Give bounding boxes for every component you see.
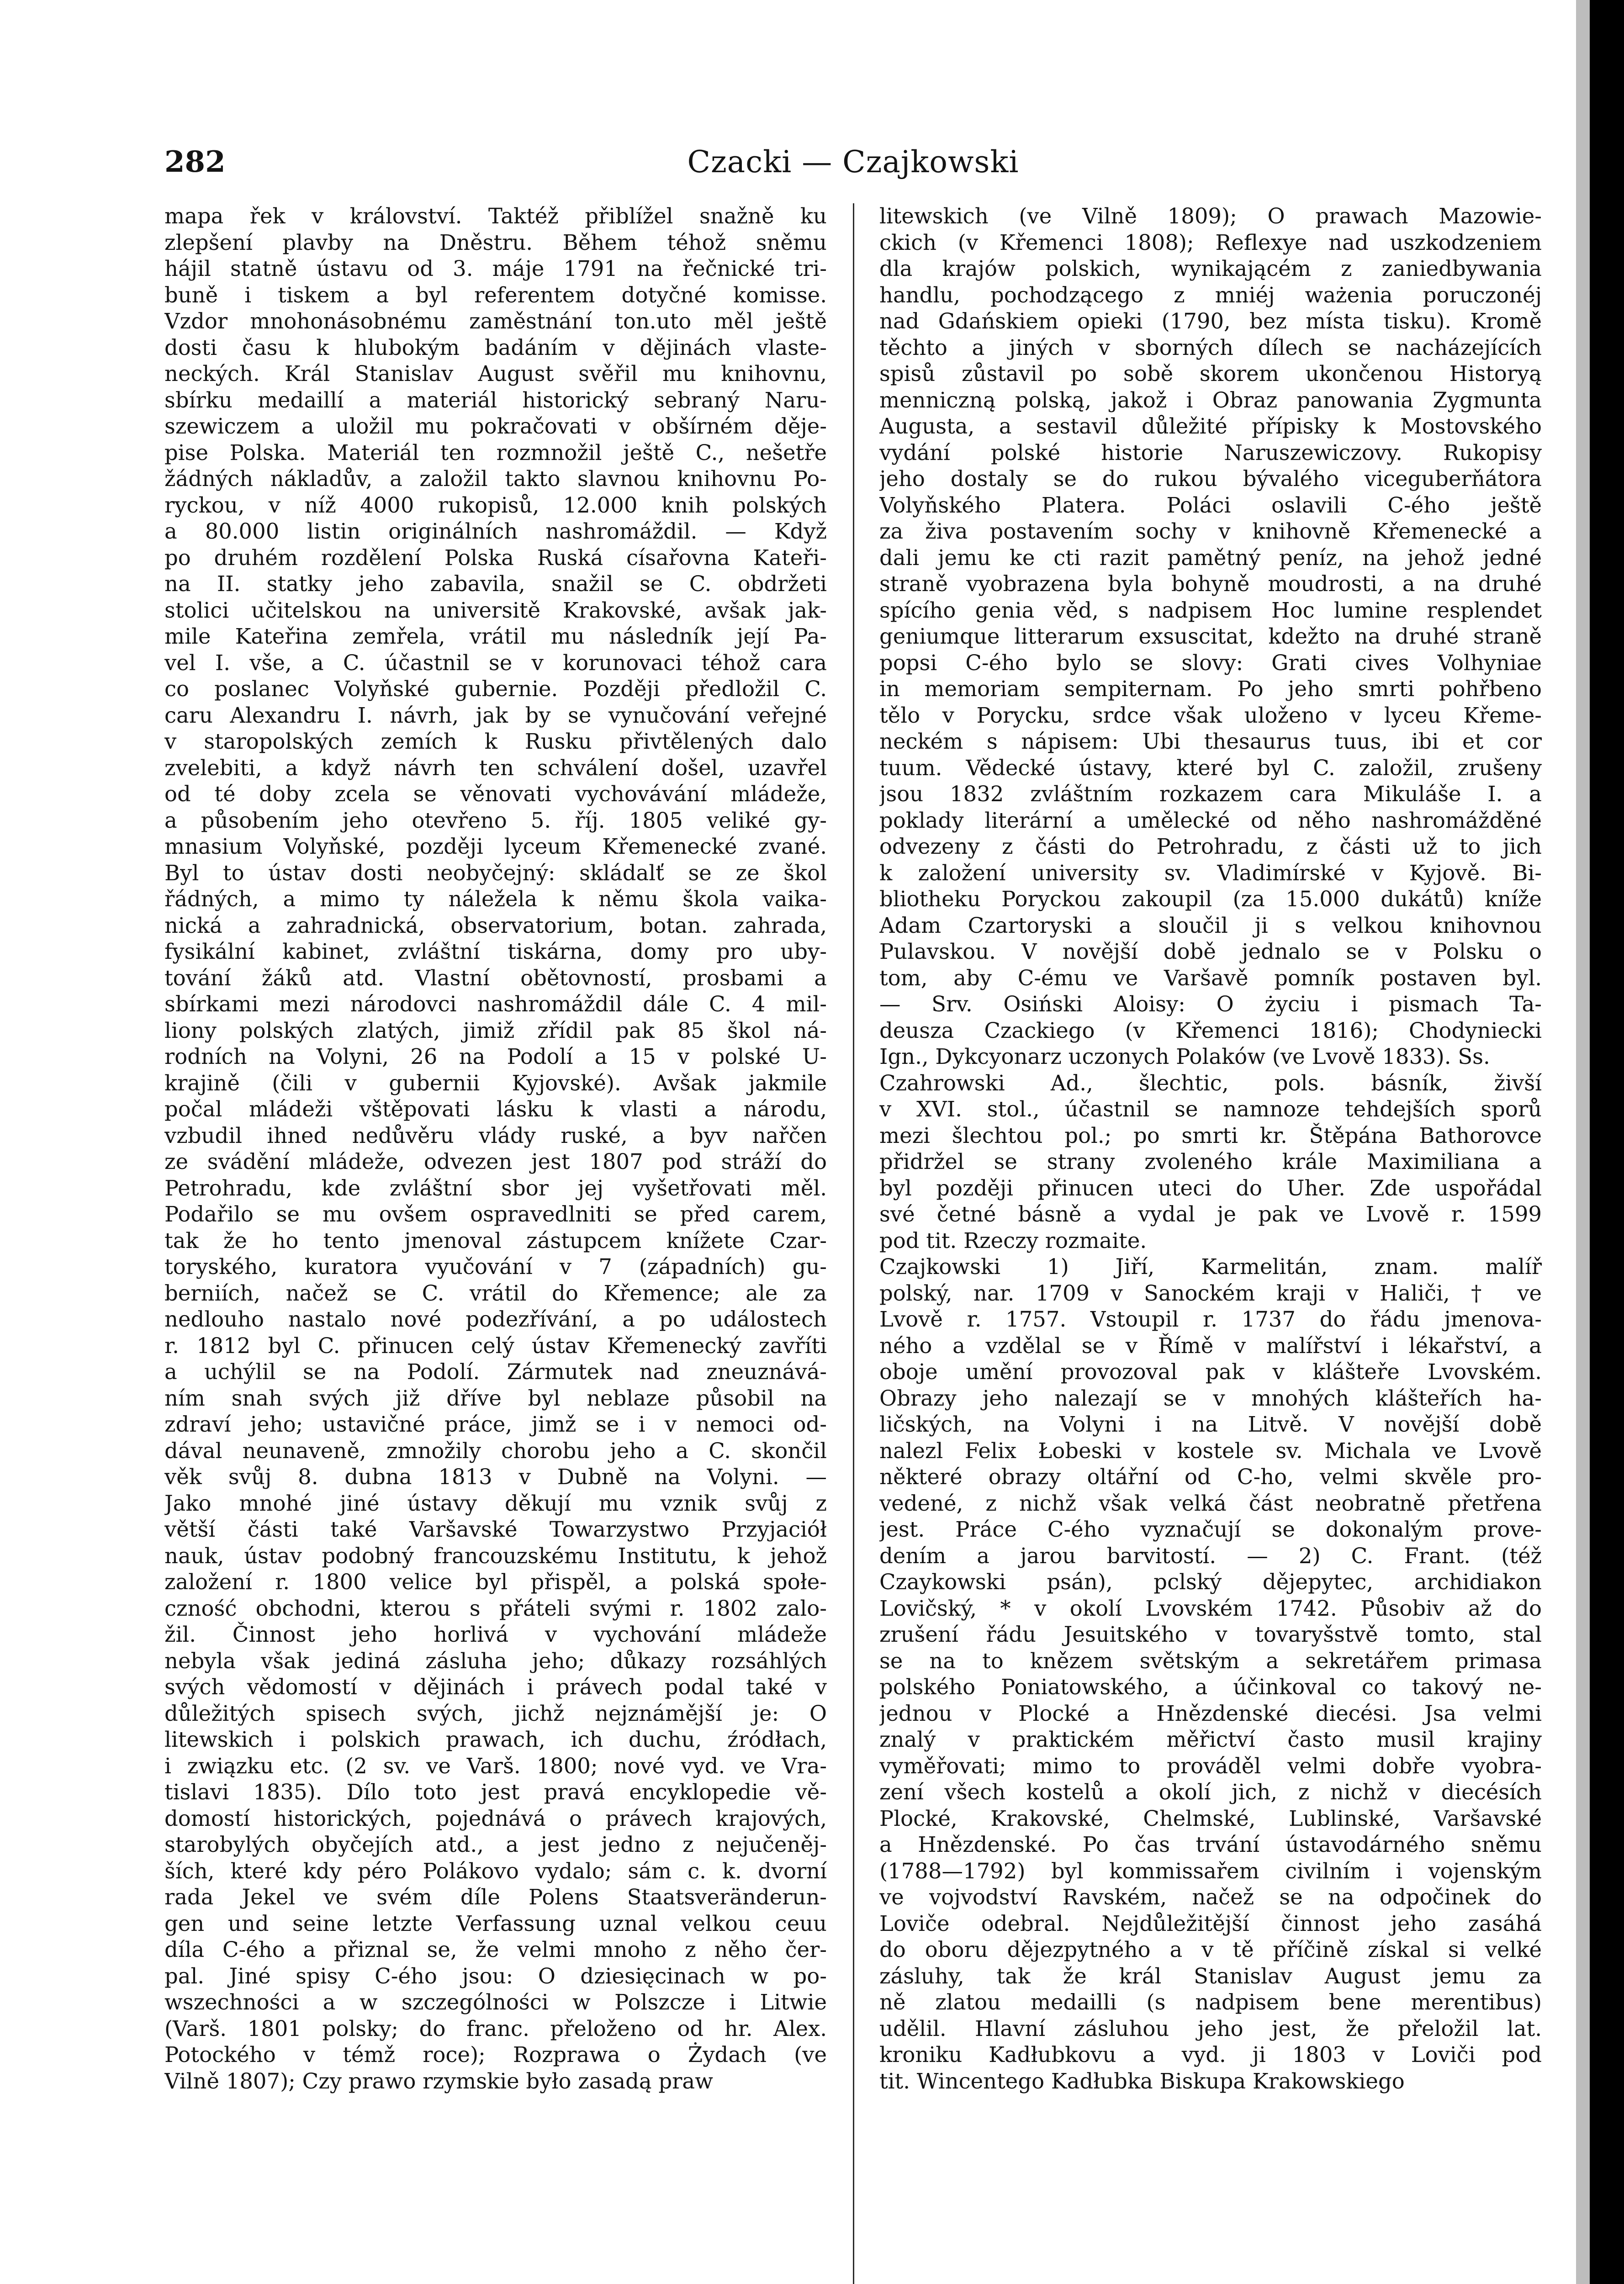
text-line: litewskich (ve Vilně 1809); O prawach Mazowie- bbox=[879, 204, 1542, 228]
entry-start-line: Czajkowski 1) Jiří, Karmelitán, znam. malíř bbox=[879, 1254, 1542, 1279]
text-line: od té doby zcela se věnovati vychovávání mládeže, bbox=[164, 782, 827, 806]
text-line: počal mládeži vštěpovati lásku k vlasti a národu, bbox=[164, 1097, 827, 1121]
text-line: ryckou, v níž 4000 rukopisů, 12.000 knih polských bbox=[164, 492, 827, 518]
text-line: neckém s nápisem: Ubi thesaurus tuus, ibi et cor bbox=[879, 729, 1542, 754]
text-line: bliotheku Poryckou zakoupil (za 15.000 dukátů) kníže bbox=[879, 887, 1542, 911]
text-line: žil. Činnost jeho horlivá v vychování mládeže bbox=[164, 1622, 827, 1647]
text-line: svých vědomostí v dějinách i právech podal také v bbox=[164, 1675, 827, 1699]
text-line: některé obrazy oltářní od C-ho, velmi skvěle pro- bbox=[879, 1465, 1542, 1489]
text-line: mezi šlechtou pol.; po smrti kr. Štěpána Bathorovce bbox=[879, 1123, 1542, 1148]
text-line: mapa řek v království. Taktéž přiblížel snažně ku bbox=[164, 204, 827, 228]
text-line: za živa postavením sochy v knihovně Křemenecké a bbox=[879, 519, 1542, 544]
text-line: i związku etc. (2 sv. ve Varš. 1800; nové vyd. ve Vra- bbox=[164, 1753, 827, 1778]
text-line: nebyla však jediná zásluha jeho; důkazy rozsáhlých bbox=[164, 1648, 827, 1673]
text-line: Plocké, Krakovské, Chelmské, Lublinské, Varšavské bbox=[879, 1806, 1542, 1831]
text-line: (Varš. 1801 polsky; do franc. přeloženo od hr. Alex. bbox=[164, 2016, 827, 2041]
text-line: spícího genia věd, s nadpisem Hoc lumine resplendet bbox=[879, 597, 1542, 623]
text-line: stolici učitelskou na universitě Krakovské, avšak jak- bbox=[164, 597, 827, 623]
text-line: wszechności a w szczególności w Polszcze i Litwie bbox=[164, 1990, 827, 2014]
text-line: straně vyobrazena byla bohyně moudrosti, a na druhé bbox=[879, 571, 1542, 596]
text-line: szewiczem a uložil mu pokračovati v obšírném děje- bbox=[164, 414, 827, 439]
text-line: zrušení řádu Jesuitského v tovaryšstvě tomto, stal bbox=[879, 1622, 1542, 1647]
text-line: menniczną polską, jakož i Obraz panowania Zygmunta bbox=[879, 387, 1542, 412]
text-line: nedlouho nastalo nové podezřívání, a po událostech bbox=[164, 1307, 827, 1332]
text-line: tom, aby C-ému ve Varšavě pomník postaven byl. bbox=[879, 965, 1542, 990]
text-line: ckich (v Křemenci 1808); Reflexye nad uszkodzeniem bbox=[879, 230, 1542, 255]
text-line: domostí historických, pojednává o právech krajových, bbox=[164, 1806, 827, 1831]
text-line: mnasium Volyňské, později lyceum Křemenecké zvané. bbox=[164, 834, 827, 859]
text-line: Jako mnohé jiné ústavy děkují mu vznik svůj z bbox=[164, 1491, 827, 1516]
text-line: Ign., Dykcyonarz uczonych Polaków (ve Lvově 1833). Ss. bbox=[879, 1044, 1490, 1069]
text-line: a Hnězdenské. Po čas trvání ústavodárného sněmu bbox=[879, 1832, 1542, 1857]
text-line: v XVI. stol., účastnil se namnoze tehdejších sporů bbox=[879, 1097, 1542, 1121]
text-line: věk svůj 8. dubna 1813 v Dubně na Volyni. — bbox=[164, 1465, 827, 1489]
text-line: Loviče odebral. Nejdůležitější činnost jeho zasáhá bbox=[879, 1911, 1542, 1936]
text-line: ním snah svých již dříve byl neblaze působil na bbox=[164, 1385, 827, 1411]
text-line: dali jemu ke cti razit pamětný peníz, na jehož jedné bbox=[879, 545, 1542, 570]
text-line: vydání polské historie Naruszewiczovy. Rukopisy bbox=[879, 440, 1542, 465]
text-line: Lovičský, * v okolí Lvovském 1742. Působiv až do bbox=[879, 1596, 1542, 1621]
text-line: tislavi 1835). Dílo toto jest pravá encyklopedie vě- bbox=[164, 1780, 827, 1804]
text-line: Byl to ústav dosti neobyčejný: skládalť se ze škol bbox=[164, 860, 827, 885]
text-line: v staropolských zemích k Rusku přivtělených dalo bbox=[164, 729, 827, 754]
text-line: ličských, na Volyni i na Litvě. V novější době bbox=[879, 1412, 1542, 1437]
text-line: polský, nar. 1709 v Sanockém kraji v Haliči, † ve bbox=[879, 1280, 1542, 1306]
text-line: založení r. 1800 velice byl přispěl, a polská społe- bbox=[164, 1570, 827, 1594]
text-line: starobylých obyčejích atd., a jest jedno z nejučeněj- bbox=[164, 1832, 827, 1857]
text-line: zvelebiti, a když návrh ten schválení došel, uzavřel bbox=[164, 755, 827, 780]
text-columns bbox=[164, 203, 1542, 2284]
text-line: neckých. Král Stanislav August svěřil mu knihovnu, bbox=[164, 361, 827, 386]
text-line: odvezeny z části do Petrohradu, z části už to jich bbox=[879, 834, 1542, 859]
page-header bbox=[164, 144, 1542, 203]
text-line: jeho dostaly se do rukou bývalého viceguberňátora bbox=[879, 466, 1542, 491]
text-line: fysikální kabinet, zvláštní tiskárna, domy pro uby- bbox=[164, 939, 827, 964]
text-line: Vzdor mnohonásobnému zaměstnání ton.uto měl ještě bbox=[164, 309, 827, 333]
text-line: liony polských zlatých, jimiž zřídil pak 85 škol ná- bbox=[164, 1018, 827, 1043]
text-line: dával neunaveně, zmnožily chorobu jeho a C. skončil bbox=[164, 1438, 827, 1463]
text-line: po druhém rozdělení Polska Ruská císařovna Kateři- bbox=[164, 545, 827, 570]
text-line: větší části také Varšavské Towarzystwo Przyjaciół bbox=[164, 1517, 827, 1542]
text-line: hájil statně ústavu od 3. máje 1791 na řečnické tri- bbox=[164, 256, 827, 281]
text-line: geniumque litterarum exsuscitat, kdežto na druhé straně bbox=[879, 624, 1542, 649]
text-line: mile Kateřina zemřela, vrátil mu následník její Pa- bbox=[164, 624, 827, 649]
text-line: rodních na Volyni, 26 na Podolí a 15 v polské U- bbox=[164, 1044, 827, 1069]
text-line: co poslanec Volyňské gubernie. Později předložil C. bbox=[164, 677, 827, 701]
text-line: nauk, ústav podobný francouzskému Institutu, k jehož bbox=[164, 1543, 827, 1568]
text-line: tak že ho tento jmenoval zástupcem knížete Czar- bbox=[164, 1228, 827, 1253]
text-line: vel I. vše, a C. účastnil se v korunovaci téhož cara bbox=[164, 650, 827, 675]
text-line: handlu, pochodzącego z mniéj ważenia poruczonéj bbox=[879, 282, 1542, 307]
text-line: caru Alexandru I. návrh, jak by se vynučování veřejné bbox=[164, 703, 827, 728]
text-line: rada Jekel ve svém díle Polens Staatsveränderun- bbox=[164, 1885, 827, 1909]
text-line: Augusta, a sestavil důležité přípisky k Mostovského bbox=[879, 414, 1542, 439]
text-line: do oboru dějezpytného a v tě příčině získal si velké bbox=[879, 1937, 1542, 1962]
entry-start-line: Czahrowski Ad., šlechtic, pols. básník, živší bbox=[879, 1070, 1542, 1095]
text-line: jest. Práce C-ého vyznačují se dokonalým prove- bbox=[879, 1517, 1542, 1542]
text-line: sbírku medaillí a materiál historický sebraný Naru- bbox=[164, 387, 827, 412]
text-line: zásluhy, tak že král Stanislav August jemu za bbox=[879, 1963, 1542, 1988]
scan-border bbox=[1576, 0, 1624, 2284]
text-line: sbírkami mezi národovci nashromáždil dále C. 4 mil- bbox=[164, 992, 827, 1016]
text-line: ného a vzdělal se v Římě v malířství i lékařství, a bbox=[879, 1333, 1542, 1358]
text-line: tování žáků atd. Vlastní obětovností, prosbami a bbox=[164, 965, 827, 990]
text-line: Lvově r. 1757. Vstoupil r. 1737 do řádu jmenova- bbox=[879, 1307, 1542, 1332]
text-line: ve vojvodství Ravském, načež se na odpočinek do bbox=[879, 1885, 1542, 1909]
text-line: tělo v Porycku, srdce však uloženo v lyceu Křeme- bbox=[879, 703, 1542, 728]
text-line: vyměřovati; mimo to prováděl velmi dobře vyobra- bbox=[879, 1753, 1542, 1778]
text-line: r. 1812 byl C. přinucen celý ústav Křemenecký zavříti bbox=[164, 1333, 827, 1358]
text-line: a uchýlil se na Podolí. Zármutek nad zneuznává- bbox=[164, 1359, 827, 1384]
text-line: Adam Czartoryski a sloučil ji s velkou knihovnou bbox=[879, 913, 1542, 938]
right-column bbox=[879, 203, 1542, 2284]
text-line: popsi C-ého bylo se slovy: Grati cives Volhyniae bbox=[879, 650, 1542, 675]
text-line: (1788—1792) byl kommissařem civilním i vojenským bbox=[879, 1858, 1542, 1883]
text-line: přidržel se strany zvoleného krále Maximiliana a bbox=[879, 1149, 1542, 1174]
text-line: dla krajów polskich, wynikającém z zaniedbywania bbox=[879, 256, 1542, 281]
text-line: buně i tiskem a byl referentem dotyčné komisse. bbox=[164, 282, 827, 307]
running-head: Czacki — Czajkowski bbox=[687, 144, 1019, 180]
text-line: a působením jeho otevřeno 5. říj. 1805 veliké gy- bbox=[164, 808, 827, 833]
text-line: Obrazy jeho nalezají se v mnohých klášteřích ha- bbox=[879, 1385, 1542, 1411]
text-line: czność obchodni, kterou s přáteli svými r. 1802 zalo- bbox=[164, 1596, 827, 1621]
text-line: ze svádění mládeže, odvezen jest 1807 pod stráží do bbox=[164, 1149, 827, 1174]
text-line: udělil. Hlavní zásluhou jeho jest, že přeložil lat. bbox=[879, 2016, 1542, 2041]
text-line: Petrohradu, kde zvláštní sbor jej vyšetřovati měl. bbox=[164, 1175, 827, 1200]
text-line: a 80.000 listin originálních nashromáždil. — Když bbox=[164, 519, 827, 544]
text-line: gen und seine letzte Verfassung uznal velkou ceuu bbox=[164, 1911, 827, 1936]
text-line: jednou v Plocké a Hnězdenské diecési. Jsa velmi bbox=[879, 1701, 1542, 1726]
text-line: na II. statky jeho zabavila, snažil se C. obdržeti bbox=[164, 571, 827, 596]
text-line: Volyňského Platera. Poláci oslavili C-ého ještě bbox=[879, 492, 1542, 518]
page-number: 282 bbox=[164, 145, 226, 179]
text-line: tuum. Vědecké ústavy, které byl C. založil, zrušeny bbox=[879, 755, 1542, 780]
text-line: vedené, z nichž však velká část neobratně přetřena bbox=[879, 1491, 1542, 1516]
scan-edge bbox=[1576, 0, 1590, 2284]
text-line: se na to knězem světským a sekretářem primasa bbox=[879, 1648, 1542, 1673]
text-line: zení všech kostelů a okolí jich, z nichž v diecésích bbox=[879, 1780, 1542, 1804]
text-line: Vilně 1807); Czy prawo rzymskie było zasadą praw bbox=[164, 2068, 713, 2094]
text-line: byl později přinucen uteci do Uher. Zde uspořádal bbox=[879, 1175, 1542, 1200]
text-line: pise Polska. Materiál ten rozmnožil ještě C., nešetře bbox=[164, 440, 827, 465]
text-line: důležitých spisech svých, jichž nejznámější je: O bbox=[164, 1701, 827, 1726]
text-line: ně zlatou medailli (s nadpisem bene merentibus) bbox=[879, 1990, 1542, 2014]
text-line: pod tit. Rzeczy rozmaite. bbox=[879, 1228, 1147, 1253]
text-line: zdraví jeho; ustavičné práce, jimž se i v nemoci od- bbox=[164, 1412, 827, 1437]
text-line: poklady literární a umělecké od něho nashromážděné bbox=[879, 808, 1542, 833]
text-line: Podařilo se mu ovšem ospravedlniti se před carem, bbox=[164, 1202, 827, 1227]
text-line: in memoriam sempiternam. Po jeho smrti pohřbeno bbox=[879, 677, 1542, 701]
column-divider bbox=[853, 203, 854, 2284]
text-line: litewskich i polskich prawach, ich duchu, źródłach, bbox=[164, 1727, 827, 1752]
text-line: dosti času k hlubokým badáním v dějinách vlaste- bbox=[164, 335, 827, 360]
text-line: řádných, a mimo ty náležela k němu škola vaika- bbox=[164, 887, 827, 911]
text-line: nalezl Felix Łobeski v kostele sv. Michala ve Lvově bbox=[879, 1438, 1542, 1463]
text-line: Potockého v témž roce); Rozprawa o Żydach (ve bbox=[164, 2042, 827, 2067]
text-line: jsou 1832 zvláštním rozkazem cara Mikuláše I. a bbox=[879, 782, 1542, 806]
text-line: vzbudil ihned nedůvěru vlády ruské, a byv nařčen bbox=[164, 1123, 827, 1148]
text-line: tit. Wincentego Kadłubka Biskupa Krakowskiego bbox=[879, 2068, 1405, 2094]
text-line: nická a zahradnická, observatorium, botan. zahrada, bbox=[164, 913, 827, 938]
text-line: — Srv. Osiński Aloisy: O życiu i pismach Ta- bbox=[879, 992, 1542, 1016]
text-line: zlepšení plavby na Dněstru. Během téhož sněmu bbox=[164, 230, 827, 255]
text-line: dením a jarou barvitostí. — 2) C. Frant. (též bbox=[879, 1543, 1542, 1568]
text-line: krajině (čili v gubernii Kyjovské). Avšak jakmile bbox=[164, 1070, 827, 1095]
text-line: berniích, načež se C. vrátil do Křemence; ale za bbox=[164, 1280, 827, 1306]
text-line: nad Gdańskiem opieki (1790, bez místa tisku). Kromě bbox=[879, 309, 1542, 333]
text-line: deusza Czackiego (v Křemenci 1816); Chodyniecki bbox=[879, 1018, 1542, 1043]
text-line: díla C-ého a přiznal se, že velmi mnoho z něho čer- bbox=[164, 1937, 827, 1962]
text-line: toryského, kuratora vyučování v 7 (západních) gu- bbox=[164, 1254, 827, 1279]
text-line: žádných nákladův, a založil takto slavnou knihovnu Po- bbox=[164, 466, 827, 491]
text-line: ších, které kdy péro Polákovo vydalo; sám c. k. dvorní bbox=[164, 1858, 827, 1883]
text-line: kroniku Kadłubkovu a vyd. ji 1803 v Loviči pod bbox=[879, 2042, 1542, 2067]
dictionary-page bbox=[164, 144, 1542, 2284]
text-line: Czaykowski psán), pclský dějepytec, archidiakon bbox=[879, 1570, 1542, 1594]
left-column bbox=[164, 203, 827, 2284]
text-line: své četné básně a vydal je pak ve Lvově r. 1599 bbox=[879, 1202, 1542, 1227]
text-line: polského Poniatowského, a účinkoval co takový ne- bbox=[879, 1675, 1542, 1699]
text-line: oboje umění provozoval pak v klášteře Lvovském. bbox=[879, 1359, 1542, 1384]
text-line: spisů zůstavil po sobě skorem ukončenou Historyą bbox=[879, 361, 1542, 386]
text-line: těchto a jiných v sborných dílech se nacházejících bbox=[879, 335, 1542, 360]
text-line: pal. Jiné spisy C-ého jsou: O dziesięcinach w po- bbox=[164, 1963, 827, 1988]
text-line: k založení university sv. Vladimírské v Kyjově. Bi- bbox=[879, 860, 1542, 885]
text-line: Pulavskou. V novější době jednalo se v Polsku o bbox=[879, 939, 1542, 964]
text-line: znalý v praktickém měřictví často musil krajiny bbox=[879, 1727, 1542, 1752]
